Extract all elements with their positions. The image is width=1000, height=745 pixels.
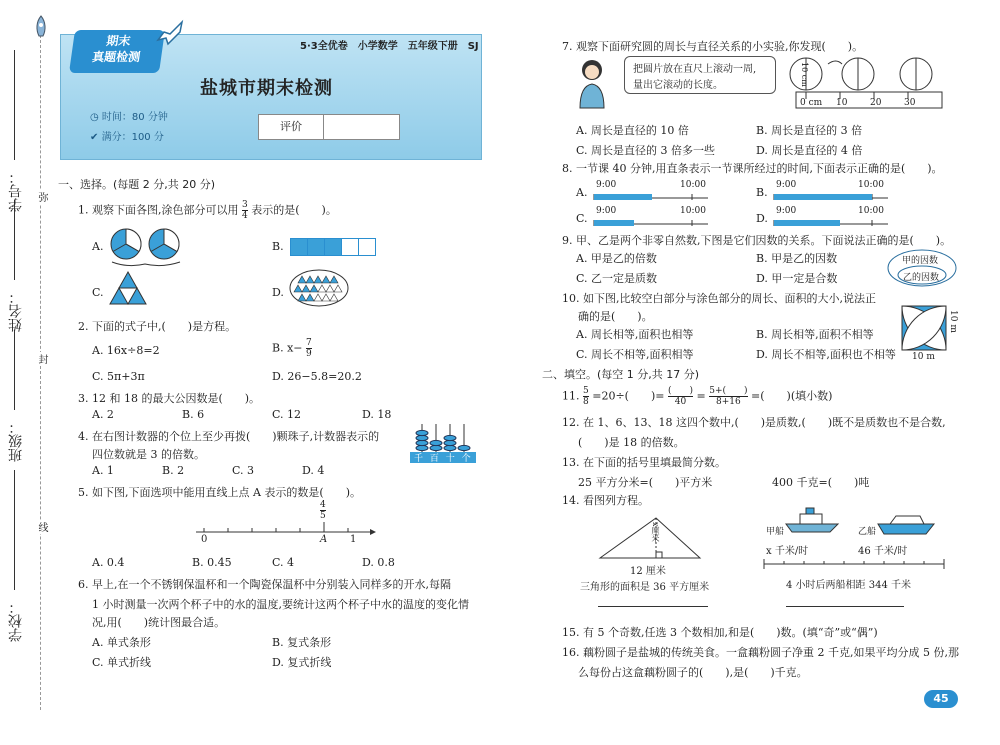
q6-stem-2: 1 小时测量一次两个杯子中的水的温度,要统计这两个杯子中水的温度的变化情 <box>92 598 469 611</box>
q2-option-a[interactable]: A. 16x÷8=2 <box>92 344 160 357</box>
q5-option-c[interactable]: C. 4 <box>272 556 295 569</box>
ship-b-icon <box>876 510 936 536</box>
q11-f1-num: 5 <box>583 386 589 396</box>
q10-option-a[interactable]: A. 周长相等,面积也相等 <box>576 328 694 341</box>
q11-f2-num: ( ) <box>667 386 693 396</box>
q5-label-0: 0 <box>201 534 208 545</box>
q5-option-b[interactable]: B. 0.45 <box>192 556 232 569</box>
id-label: 学号： <box>8 170 24 212</box>
q10-square-figure <box>900 304 950 354</box>
q8-a-start: 9:00 <box>596 180 617 190</box>
q7-bubble-line2: 量出它滚动的长度。 <box>633 80 723 91</box>
q8-option-c[interactable]: C. <box>576 212 588 225</box>
q14-answer-line-1[interactable] <box>598 606 708 607</box>
q16-stem-1: 16. 藕粉圆子是盐城的传统美食。一盒藕粉圆子净重 2 千克,如果平均分成 5 份,那 <box>562 646 959 659</box>
q1-option-d[interactable]: D. <box>272 286 284 299</box>
q5-label-1: 1 <box>350 534 357 545</box>
q11-line <box>562 386 832 407</box>
q4-option-a[interactable]: A. 1 <box>92 464 114 477</box>
q11-f3-num: 5+( ) <box>709 386 748 396</box>
q14-tri-height: x厘米 <box>651 522 660 543</box>
q3-option-b[interactable]: B. 6 <box>182 408 205 421</box>
q14-distance-line <box>760 556 950 570</box>
q1-stem <box>78 200 337 221</box>
q16-stem-2: 么每份占这盒藕粉圆子的( ),是( )千克。 <box>578 666 808 679</box>
q11-eq: = <box>696 389 706 403</box>
q1-figure-b <box>290 238 375 259</box>
q5-stem: 5. 如下图,下面选项中能用直线上点 A 表示的数是( )。 <box>78 486 362 499</box>
q6-stem-1: 6. 早上,在一个不锈钢保温杯和一个陶瓷保温杯中分别装入同样多的开水,每隔 <box>78 578 451 591</box>
q6-option-c[interactable]: C. 单式折线 <box>92 656 152 669</box>
page-title: 盐城市期末检测 <box>200 78 333 99</box>
q8-bar-a <box>592 190 712 202</box>
q10-stem-1: 10. 如下图,比较空白部分与涂色部分的周长、面积的大小,说法正 <box>562 292 876 305</box>
check-icon: ✔ <box>90 132 99 143</box>
q8-c-start: 9:00 <box>596 206 617 216</box>
school-label: 学校： <box>8 600 24 642</box>
q8-c-end: 10:00 <box>680 206 706 216</box>
q4-stem-2: 四位数就是 3 的倍数。 <box>92 448 205 461</box>
q7-option-b[interactable]: B. 周长是直径的 3 倍 <box>756 124 863 137</box>
q5-frac-den: 5 <box>320 511 326 521</box>
q5-option-a[interactable]: A. 0.4 <box>92 556 125 569</box>
q1-option-a[interactable]: A. <box>92 240 104 253</box>
q7-speech-bubble <box>624 56 776 94</box>
binding-dashed-line <box>40 30 41 710</box>
time-info <box>90 108 168 123</box>
rocket-icon <box>150 18 190 58</box>
q5-option-d[interactable]: D. 0.8 <box>362 556 395 569</box>
q1-figure-d <box>288 268 350 308</box>
seal-word-1: 弥 <box>36 192 47 202</box>
clock-icon: ◷ <box>90 112 99 123</box>
q7-ruler-30: 30 <box>904 98 916 108</box>
q14-speed-b: 46 千米/时 <box>858 546 908 557</box>
q8-d-start: 9:00 <box>776 206 797 216</box>
page-number: 45 <box>924 690 958 708</box>
section2-title: 二、填空。(每空 1 分,共 17 分) <box>542 368 700 381</box>
q1-text-a: 1. 观察下面各图,涂色部分可以用 <box>78 203 239 217</box>
q3-option-d[interactable]: D. 18 <box>362 408 392 421</box>
q14-stem: 14. 看图列方程。 <box>562 494 649 507</box>
q2-option-d[interactable]: D. 26−5.8=20.2 <box>272 370 362 383</box>
class-fill-line <box>14 330 15 410</box>
q10-width-label: 10 m <box>912 352 935 362</box>
q8-d-end: 10:00 <box>858 206 884 216</box>
q6-option-d[interactable]: D. 复式折线 <box>272 656 332 669</box>
q2-b-frac-num: 7 <box>306 338 312 348</box>
q9-option-a[interactable]: A. 甲是乙的倍数 <box>576 252 657 265</box>
q14-speed-a: x 千米/时 <box>766 546 809 557</box>
q7-diameter-label: 10 cm <box>800 62 809 87</box>
q11-f1-den: 8 <box>583 397 589 407</box>
q7-ruler-0: 0 cm <box>800 98 823 108</box>
q7-bubble-line1: 把圆片放在直尺上滚动一周, <box>633 64 757 75</box>
q4-stem-1: 4. 在右图计数器的个位上至少再拨( )颗珠子,计数器表示的 <box>78 430 380 443</box>
q7-ruler-10: 10 <box>836 98 848 108</box>
q10-option-c[interactable]: C. 周长不相等,面积相等 <box>576 348 694 361</box>
q7-ruler-20: 20 <box>870 98 882 108</box>
evaluation-label: 评价 <box>259 115 324 139</box>
id-fill-line <box>14 50 15 160</box>
q1-option-b[interactable]: B. <box>272 240 284 253</box>
q10-option-d[interactable]: D. 周长不相等,面积也不相等 <box>756 348 896 361</box>
q4-option-d[interactable]: D. 4 <box>302 464 325 477</box>
q8-option-a[interactable]: A. <box>576 186 588 199</box>
class-label: 班级： <box>8 420 24 462</box>
q8-bar-b <box>772 190 892 202</box>
q6-option-b[interactable]: B. 复式条形 <box>272 636 332 649</box>
q14-ship-b-label: 乙船 <box>858 527 877 537</box>
q7-option-d[interactable]: D. 周长是直径的 4 倍 <box>756 144 863 157</box>
q8-option-d[interactable]: D. <box>756 212 768 225</box>
q9-option-b[interactable]: B. 甲是乙的因数 <box>756 252 838 265</box>
q7-stem: 7. 观察下面研究圆的周长与直径关系的小实验,你发现( )。 <box>562 40 864 53</box>
q9-stem: 9. 甲、乙是两个非零自然数,下图是它们因数的关系。下面说法正确的是( )。 <box>562 234 952 247</box>
q1-text-b: 表示的是( )。 <box>251 203 337 217</box>
q8-b-start: 9:00 <box>776 180 797 190</box>
q9-jia-label: 甲的因数 <box>902 256 939 266</box>
q6-stem-3: 况,用( )统计图最合适。 <box>92 616 226 629</box>
q10-option-b[interactable]: B. 周长相等,面积不相等 <box>756 328 874 341</box>
q9-option-d[interactable]: D. 甲一定是合数 <box>756 272 838 285</box>
q14-tri-base: 12 厘米 <box>630 566 666 577</box>
seal-word-3: 线 <box>36 522 47 532</box>
q5-label-a: A <box>320 534 328 545</box>
q12-stem-2: ( )是 18 的倍数。 <box>578 436 685 449</box>
q14-answer-line-2[interactable] <box>786 606 904 607</box>
q7-option-a[interactable]: A. 周长是直径的 10 倍 <box>576 124 689 137</box>
q12-stem-1: 12. 在 1、6、13、18 这四个数中,( )是质数,( )既不是质数也不是合数, <box>562 416 946 429</box>
q13-part-a: 25 平方分米=( )平方米 <box>578 476 713 489</box>
section1-title: 一、选择。(每题 2 分,共 20 分) <box>58 178 216 191</box>
q2-option-c[interactable]: C. 5π+3π <box>92 370 145 383</box>
rocket-icon <box>30 14 52 42</box>
score-text: 满分：100 分 <box>101 132 164 143</box>
q4-option-c[interactable]: C. 3 <box>232 464 255 477</box>
q11-tail: =( )(填小数) <box>751 389 833 403</box>
q11-f2-den: 40 <box>674 397 687 407</box>
seal-word-2: 封 <box>36 354 47 364</box>
q2-option-b[interactable] <box>272 338 312 359</box>
q5-frac-num: 4 <box>320 500 326 510</box>
q8-b-end: 10:00 <box>858 180 884 190</box>
q11-f3-den: 8+16 <box>716 397 741 407</box>
q8-bar-d <box>772 216 892 228</box>
name-label: 姓名： <box>8 290 24 332</box>
q1-figure-c <box>108 270 148 308</box>
q2-stem: 2. 下面的式子中,( )是方程。 <box>78 320 237 333</box>
q7-option-c[interactable]: C. 周长是直径的 3 倍多一些 <box>576 144 716 157</box>
badge-line1: 期末 <box>105 34 132 48</box>
q8-a-end: 10:00 <box>680 180 706 190</box>
q4-option-b[interactable]: B. 2 <box>162 464 185 477</box>
name-fill-line <box>14 200 15 280</box>
q15-stem: 15. 有 5 个奇数,任选 3 个数相加,和是( )数。(填“奇”或“偶”) <box>562 626 878 639</box>
q1-frac-num: 3 <box>242 200 248 210</box>
abacus-labels: 千 百 十 个 <box>414 454 473 464</box>
q14-tri-caption: 三角形的面积是 36 平方厘米 <box>580 582 710 593</box>
badge-line2: 真题检测 <box>91 50 142 64</box>
q10-stem-2: 确的是( )。 <box>578 310 653 323</box>
q8-bar-c <box>592 216 712 228</box>
q9-yi-label: 乙的因数 <box>903 273 940 283</box>
q13-stem: 13. 在下面的括号里填最简分数。 <box>562 456 726 469</box>
time-text: 时间：80 分钟 <box>101 112 168 123</box>
school-fill-line <box>14 470 15 590</box>
q2-b-frac-den: 9 <box>306 349 312 359</box>
q13-part-b: 400 千克=( )吨 <box>772 476 870 489</box>
q8-option-b[interactable]: B. <box>756 186 768 199</box>
q2-option-b-pre: B. x− <box>272 341 303 355</box>
q1-frac-den: 4 <box>242 211 248 221</box>
q1-option-c[interactable]: C. <box>92 286 104 299</box>
q8-stem: 8. 一节课 40 分钟,用直条表示一节课所经过的时间,下面表示正确的是( )。 <box>562 162 943 175</box>
score-info <box>90 128 164 143</box>
q3-stem: 3. 12 和 18 的最大公因数是( )。 <box>78 392 261 405</box>
q3-option-a[interactable]: A. 2 <box>92 408 114 421</box>
q5-fraction <box>320 500 326 521</box>
q1-figure-a <box>108 226 184 268</box>
q3-option-c[interactable]: C. 12 <box>272 408 302 421</box>
q9-option-c[interactable]: C. 乙一定是质数 <box>576 272 658 285</box>
q11-mid: =20÷( )= <box>592 389 665 403</box>
q14-ship-a-label: 甲船 <box>766 527 785 537</box>
q11-num: 11. <box>562 389 580 403</box>
q10-height-label: 10 m <box>948 310 958 333</box>
q14-ship-caption: 4 小时后两船相距 344 千米 <box>786 580 911 591</box>
ship-a-icon <box>784 506 840 534</box>
q7-girl-figure <box>574 56 610 110</box>
series-label: 5·3全优卷 小学数学 五年级下册 SJ <box>300 41 479 52</box>
q6-option-a[interactable]: A. 单式条形 <box>92 636 151 649</box>
evaluation-box[interactable] <box>258 114 400 140</box>
